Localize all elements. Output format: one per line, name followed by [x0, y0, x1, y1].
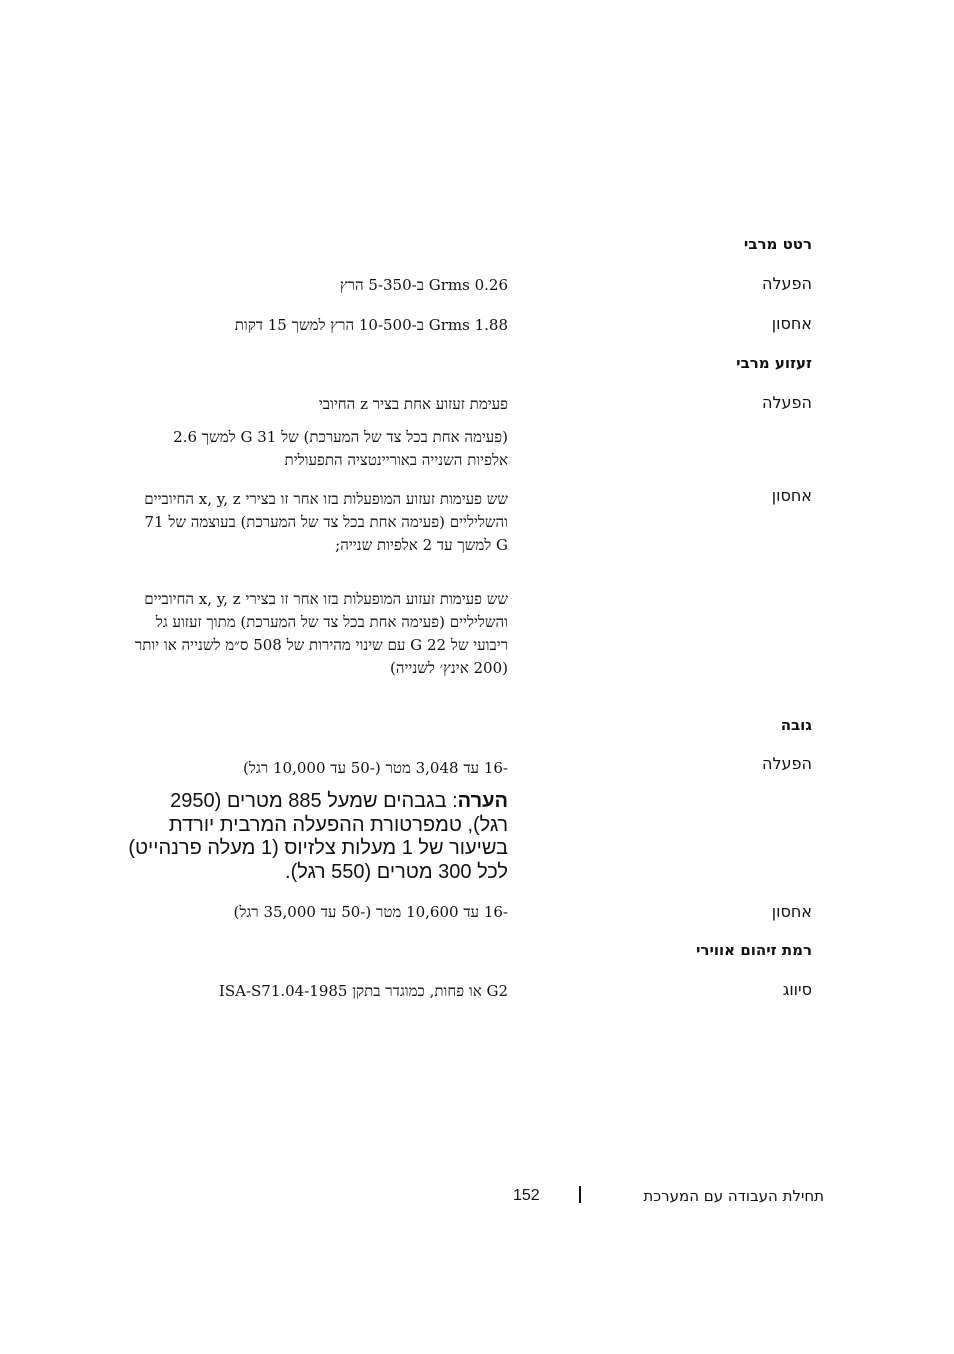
value-vibration-operating: 0.26 Grms ב-5-350 הרץ: [339, 276, 508, 294]
heading-altitude: גובה: [780, 716, 812, 734]
heading-max-shock: זעזוע מרבי: [736, 354, 812, 372]
value-vibration-storage: 1.88 Grms ב-10-500 הרץ למשך 15 דקות: [234, 316, 508, 334]
value-shock-operating-1: פעימת זעזוע אחת בציר z החיובי: [318, 395, 508, 413]
value-shock-storage-2: שש פעימות זעזוע המופעלות בזו אחר זו בצירי x, y, z החיוביים והשליליים (פעימה אחת בכל צד של המערכת) מתוך זעזוע גל ריבועי של 22 G עם שינוי מהירות של 508 ס״מ לשנייה או יותר (200 אינץ׳ לשנייה): [134, 590, 508, 677]
heading-airborne-contaminant: רמת זיהום אווירי: [696, 941, 812, 959]
value-altitude-storage: -16 עד 10,600 מטר (-50 עד 35,000 רגל): [233, 903, 508, 921]
value-altitude-operating: -16 עד 3,048 מטר (-50 עד 10,000 רגל): [243, 759, 508, 777]
value-shock-storage-1: שש פעימות זעזוע המופעלות בזו אחר זו בצירי x, y, z החיוביים והשליליים (פעימה אחת בכל צד של המערכת) בעוצמה של 71 G למשך עד 2 אלפיות שנייה;: [144, 490, 508, 554]
value-shock-operating-2: (פעימה אחת בכל צד של המערכת) של 31 G למשך 2.6 אלפיות השנייה באוריינטציה התפעולית: [173, 428, 508, 469]
note-label: הערה: [457, 790, 508, 812]
footer-title: תחילת העבודה עם המערכת: [643, 1187, 824, 1205]
label-shock-storage: אחסון: [771, 486, 812, 505]
footer-separator: [579, 1186, 581, 1203]
label-airborne-class: סיווג: [782, 980, 812, 999]
heading-max-vibration: רטט מרבי: [743, 235, 812, 253]
value-airborne-class: G2 או פחות, כמוגדר בתקן ISA-S71.04-1985: [218, 982, 508, 1000]
page-number: 152: [513, 1187, 540, 1204]
label-shock-operating: הפעלה: [761, 393, 812, 412]
label-altitude-operating: הפעלה: [761, 754, 812, 773]
label-altitude-storage: אחסון: [771, 902, 812, 921]
label-vibration-storage: אחסון: [771, 314, 812, 333]
altitude-note: [128, 790, 508, 884]
label-vibration-operating: הפעלה: [761, 274, 812, 293]
note-text: : בגבהים שמעל 885 מטרים (2950 רגל), טמפרטורת ההפעלה המרבית יורדת בשיעור של 1 מעלות צלזיוס (1 מעלה פרנהייט) לכל 300 מטרים (550 רגל).: [128, 790, 508, 883]
